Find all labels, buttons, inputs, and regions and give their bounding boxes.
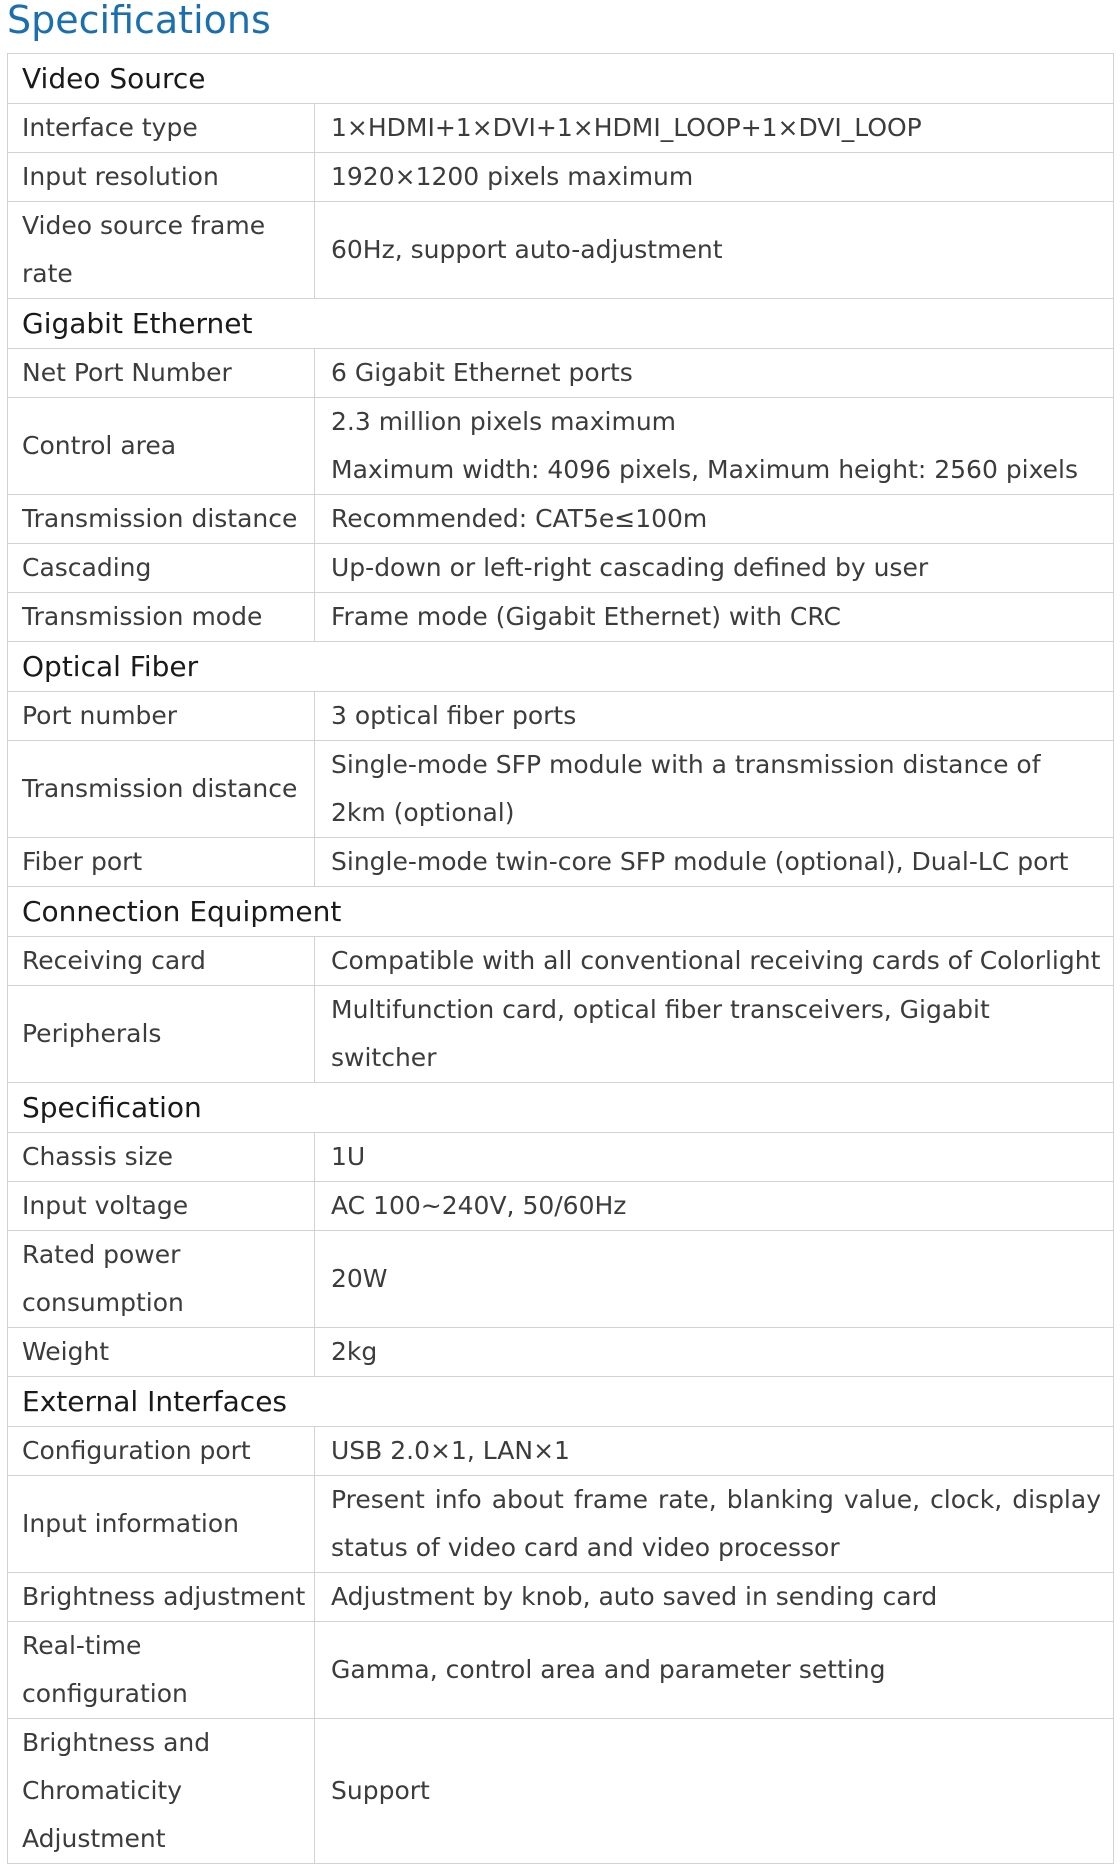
spec-label: Brightness and Chromaticity Adjustment <box>8 1719 315 1864</box>
spec-label: Brightness adjustment <box>8 1573 315 1622</box>
section-heading: External Interfaces <box>8 1377 1114 1427</box>
spec-value <box>315 202 1114 299</box>
spec-value <box>315 349 1114 398</box>
spec-value <box>315 1622 1114 1719</box>
spec-value <box>315 1328 1114 1377</box>
spec-label: Transmission mode <box>8 593 315 642</box>
spec-value-line: 3 optical fiber ports <box>331 701 577 730</box>
section-header-row <box>8 299 1114 349</box>
page-title: Specifications <box>7 0 271 42</box>
spec-value-line: 1×HDMI+1×DVI+1×HDMI_LOOP+1×DVI_LOOP <box>331 113 922 142</box>
spec-value-line: 6 Gigabit Ethernet ports <box>331 358 633 387</box>
spec-value <box>315 1719 1114 1864</box>
spec-table <box>7 53 1114 1864</box>
spec-value <box>315 986 1114 1083</box>
section-header-row <box>8 1377 1114 1427</box>
spec-value-line: Single-mode twin-core SFP module (optional), Dual-LC port <box>331 847 1069 876</box>
spec-value-line: 20W <box>331 1264 388 1293</box>
spec-label: Chassis size <box>8 1133 315 1182</box>
spec-value <box>315 692 1114 741</box>
spec-label: Rated power consumption <box>8 1231 315 1328</box>
spec-value-line: AC 100~240V, 50/60Hz <box>331 1191 627 1220</box>
section-heading: Specification <box>8 1083 1114 1133</box>
spec-row <box>8 1182 1114 1231</box>
spec-value <box>315 398 1114 495</box>
spec-label: Transmission distance <box>8 495 315 544</box>
spec-value-line: Recommended: CAT5e≤100m <box>331 504 708 533</box>
spec-value-line: Adjustment by knob, auto saved in sending card <box>331 1582 938 1611</box>
spec-value <box>315 1573 1114 1622</box>
spec-row <box>8 544 1114 593</box>
spec-row <box>8 398 1114 495</box>
spec-label: Input information <box>8 1476 315 1573</box>
spec-value-line: 1U <box>331 1142 366 1171</box>
spec-value <box>315 593 1114 642</box>
spec-label: Cascading <box>8 544 315 593</box>
spec-label: Control area <box>8 398 315 495</box>
spec-row <box>8 202 1114 299</box>
spec-table-body <box>8 54 1114 1864</box>
spec-value <box>315 495 1114 544</box>
spec-label: Peripherals <box>8 986 315 1083</box>
spec-value <box>315 838 1114 887</box>
spec-label: Net Port Number <box>8 349 315 398</box>
spec-row <box>8 1328 1114 1377</box>
spec-value <box>315 741 1114 838</box>
spec-row <box>8 1622 1114 1719</box>
spec-row <box>8 692 1114 741</box>
spec-row <box>8 1573 1114 1622</box>
spec-label: Input voltage <box>8 1182 315 1231</box>
section-header-row <box>8 54 1114 104</box>
section-heading: Video Source <box>8 54 1114 104</box>
section-heading: Gigabit Ethernet <box>8 299 1114 349</box>
spec-label: Interface type <box>8 104 315 153</box>
section-heading: Optical Fiber <box>8 642 1114 692</box>
spec-value-line: Maximum width: 4096 pixels, Maximum height: 2560 pixels <box>331 455 1079 484</box>
spec-value <box>315 104 1114 153</box>
spec-value-line: Up-down or left-right cascading defined by user <box>331 553 929 582</box>
spec-value-line: 60Hz, support auto-adjustment <box>331 235 723 264</box>
spec-value-line: Support <box>331 1776 430 1805</box>
spec-row <box>8 741 1114 838</box>
spec-value-line: Compatible with all conventional receiving cards of Colorlight <box>331 946 1101 975</box>
spec-row <box>8 937 1114 986</box>
section-header-row <box>8 887 1114 937</box>
spec-label: Real-time configuration <box>8 1622 315 1719</box>
spec-value <box>315 1427 1114 1476</box>
section-heading: Connection Equipment <box>8 887 1114 937</box>
spec-value-line: Multifunction card, optical fiber transceivers, Gigabit switcher <box>331 995 990 1072</box>
spec-row <box>8 1427 1114 1476</box>
spec-label: Configuration port <box>8 1427 315 1476</box>
spec-row <box>8 838 1114 887</box>
spec-value <box>315 544 1114 593</box>
spec-value-line: USB 2.0×1, LAN×1 <box>331 1436 570 1465</box>
spec-row <box>8 349 1114 398</box>
spec-value-line: Present info about frame rate, blanking value, clock, display status of video card and video processor <box>331 1485 1101 1562</box>
spec-label: Transmission distance <box>8 741 315 838</box>
spec-value <box>315 937 1114 986</box>
spec-row <box>8 153 1114 202</box>
spec-value <box>315 153 1114 202</box>
spec-value-line: Frame mode (Gigabit Ethernet) with CRC <box>331 602 841 631</box>
spec-row <box>8 986 1114 1083</box>
spec-label: Port number <box>8 692 315 741</box>
spec-value-line: 2kg <box>331 1337 378 1366</box>
spec-label: Weight <box>8 1328 315 1377</box>
spec-value-line: Gamma, control area and parameter setting <box>331 1655 886 1684</box>
spec-label: Input resolution <box>8 153 315 202</box>
spec-row <box>8 495 1114 544</box>
spec-value-line: 1920×1200 pixels maximum <box>331 162 694 191</box>
section-header-row <box>8 1083 1114 1133</box>
spec-row <box>8 1476 1114 1573</box>
spec-value <box>315 1182 1114 1231</box>
spec-label: Receiving card <box>8 937 315 986</box>
spec-label: Video source frame rate <box>8 202 315 299</box>
spec-value <box>315 1133 1114 1182</box>
spec-row <box>8 1231 1114 1328</box>
spec-value-line: 2.3 million pixels maximum <box>331 407 677 436</box>
spec-row <box>8 1133 1114 1182</box>
spec-value <box>315 1231 1114 1328</box>
spec-row <box>8 104 1114 153</box>
spec-label: Fiber port <box>8 838 315 887</box>
spec-row <box>8 593 1114 642</box>
spec-row <box>8 1719 1114 1864</box>
spec-value-line: Single-mode SFP module with a transmission distance of 2km (optional) <box>331 750 1041 827</box>
spec-value <box>315 1476 1114 1573</box>
section-header-row <box>8 642 1114 692</box>
